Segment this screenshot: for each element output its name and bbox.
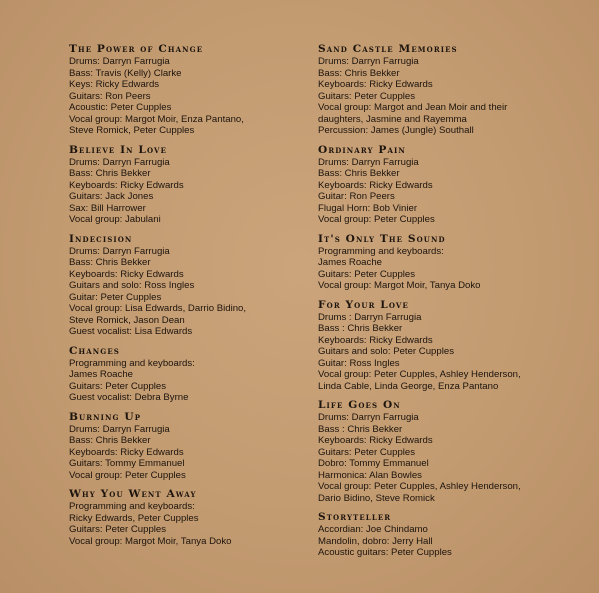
song-credits-block xyxy=(69,43,319,137)
song-title: Changes xyxy=(69,344,120,357)
credit-line: Dario Bidino, Steve Romick xyxy=(318,492,435,504)
credit-line: Linda Cable, Linda George, Enza Pantano xyxy=(318,380,499,392)
credit-line: Drums: Darryn Farrugia xyxy=(69,245,170,257)
left-column xyxy=(69,43,319,554)
credit-line: Keyboards: Ricky Edwards xyxy=(69,179,184,191)
credit-line: daughters, Jasmine and Rayemma xyxy=(318,113,467,125)
right-column xyxy=(318,43,558,566)
credit-line: Guest vocalist: Debra Byrne xyxy=(69,392,189,403)
credit-line: Keyboards: Ricky Edwards xyxy=(318,179,433,191)
credit-line: Guitars: Peter Cupples xyxy=(69,380,167,392)
credit-line: Bass: Chris Bekker xyxy=(69,257,151,268)
credit-line: Bass : Chris Bekker xyxy=(318,423,403,435)
credit-line: Steve Romick, Jason Dean xyxy=(69,314,185,326)
credit-line: Harmonica: Alan Bowles xyxy=(318,469,422,481)
credit-line: Ricky Edwards, Peter Cupples xyxy=(69,512,199,524)
credit-line: Programming and keyboards: xyxy=(69,501,195,512)
credit-line: Vocal group: Margot Moir, Tanya Doko xyxy=(318,280,481,291)
credit-line: Percussion: James (Jungle) Southall xyxy=(318,125,474,136)
credit-line: Keyboards: Ricky Edwards xyxy=(318,334,433,346)
credit-line: Keyboards: Ricky Edwards xyxy=(69,446,184,458)
credit-line: Guitars: Jack Jones xyxy=(69,191,154,202)
song-credits-block xyxy=(318,399,558,504)
credit-line: Programming and keyboards: xyxy=(318,245,444,257)
credit-line: Mandolin, dobro: Jerry Hall xyxy=(318,535,433,547)
song-credits-block xyxy=(318,144,558,226)
credit-line: Vocal group: Margot Moir, Enza Pantano, xyxy=(69,113,244,125)
credit-line: Vocal group: Margot Moir, Tanya Doko xyxy=(69,535,232,547)
song-title: Burning Up xyxy=(69,410,142,423)
credit-line: Guitars: Peter Cupples xyxy=(318,268,416,280)
song-credits-block xyxy=(69,144,319,226)
credit-line: Drums: Darryn Farrugia xyxy=(318,412,419,423)
credit-line: Vocal group: Peter Cupples xyxy=(69,469,186,481)
credit-line: James Roache xyxy=(69,369,133,380)
credit-line: James Roache xyxy=(318,257,382,268)
song-title: Life Goes On xyxy=(318,399,401,411)
credit-line: Keyboards: Ricky Edwards xyxy=(318,435,433,446)
credit-line: Drums: Darryn Farrugia xyxy=(69,423,170,435)
song-title: The Power of Change xyxy=(69,43,204,55)
credit-line: Vocal group: Peter Cupples, Ashley Henderson, xyxy=(318,481,521,492)
credit-line: Programming and keyboards: xyxy=(69,357,195,369)
credit-line: Bass: Chris Bekker xyxy=(69,168,151,179)
credit-line: Vocal group: Peter Cupples, Ashley Henderson, xyxy=(318,369,521,380)
credit-line: Vocal group: Margot and Jean Moir and their xyxy=(318,102,508,113)
credit-line: Guest vocalist: Lisa Edwards xyxy=(69,326,193,337)
credit-line: Vocal group: Jabulani xyxy=(69,214,161,225)
credit-line: Guitar: Ron Peers xyxy=(318,191,395,202)
credit-line: Drums: Darryn Farrugia xyxy=(69,56,170,67)
credit-line: Guitars: Peter Cupples xyxy=(318,90,416,102)
credit-line: Guitars and solo: Peter Cupples xyxy=(318,346,454,357)
song-credits-block xyxy=(69,411,319,482)
credit-line: Guitars: Tommy Emmanuel xyxy=(69,458,185,469)
credit-line: Guitars: Ron Peers xyxy=(69,90,151,102)
song-title: Storyteller xyxy=(318,511,392,523)
song-title: Why You Went Away xyxy=(69,488,197,500)
credit-line: Guitars: Peter Cupples xyxy=(318,446,416,458)
song-credits-block xyxy=(318,511,558,559)
song-title: Sand Castle Memories xyxy=(318,43,458,55)
credit-line: Keyboards: Ricky Edwards xyxy=(69,268,184,280)
credit-line: Guitars and solo: Ross Ingles xyxy=(69,280,195,291)
credit-line: Dobro: Tommy Emmanuel xyxy=(318,458,429,469)
song-credits-block xyxy=(69,488,319,547)
credit-line: Sax: Bill Harrower xyxy=(69,202,146,214)
credit-line: Flugal Horn: Bob Vinier xyxy=(318,202,418,214)
credit-line: Bass: Chris Bekker xyxy=(69,435,151,446)
song-credits-block xyxy=(318,233,558,292)
credit-line: Bass: Travis (Kelly) Clarke xyxy=(69,67,182,79)
credit-line: Bass : Chris Bekker xyxy=(318,323,403,334)
credit-line: Drums: Darryn Farrugia xyxy=(318,56,419,67)
credit-line: Steve Romick, Peter Cupples xyxy=(69,125,195,136)
credit-line: Acoustic: Peter Cupples xyxy=(69,102,172,113)
credit-line: Vocal group: Lisa Edwards, Darrio Bidino, xyxy=(69,303,247,314)
credit-line: Bass: Chris Bekker xyxy=(318,67,400,79)
credit-line: Drums : Darryn Farrugia xyxy=(318,311,422,323)
credit-line: Acoustic guitars: Peter Cupples xyxy=(318,547,452,558)
song-credits-block xyxy=(69,233,319,338)
song-credits-block xyxy=(318,299,558,393)
credit-line: Accordian: Joe Chindamo xyxy=(318,524,428,535)
credit-line: Vocal group: Peter Cupples xyxy=(318,214,435,225)
credit-line: Guitar: Ross Ingles xyxy=(318,357,400,369)
credit-line: Drums: Darryn Farrugia xyxy=(69,156,170,168)
credit-line: Keyboards: Ricky Edwards xyxy=(318,79,433,90)
song-title: For Your Love xyxy=(318,298,409,311)
credit-line: Bass: Chris Bekker xyxy=(318,168,400,179)
song-title: Believe In Love xyxy=(69,143,168,156)
song-title: It's Only The Sound xyxy=(318,232,446,245)
song-title: Ordinary Pain xyxy=(318,143,406,156)
credit-line: Guitar: Peter Cupples xyxy=(69,291,162,303)
song-title: Indecision xyxy=(69,232,133,245)
song-credits-block xyxy=(318,43,558,137)
credit-line: Keys: Ricky Edwards xyxy=(69,79,160,90)
credit-line: Drums: Darryn Farrugia xyxy=(318,156,419,168)
credit-line: Guitars: Peter Cupples xyxy=(69,524,167,535)
song-credits-block xyxy=(69,345,319,404)
